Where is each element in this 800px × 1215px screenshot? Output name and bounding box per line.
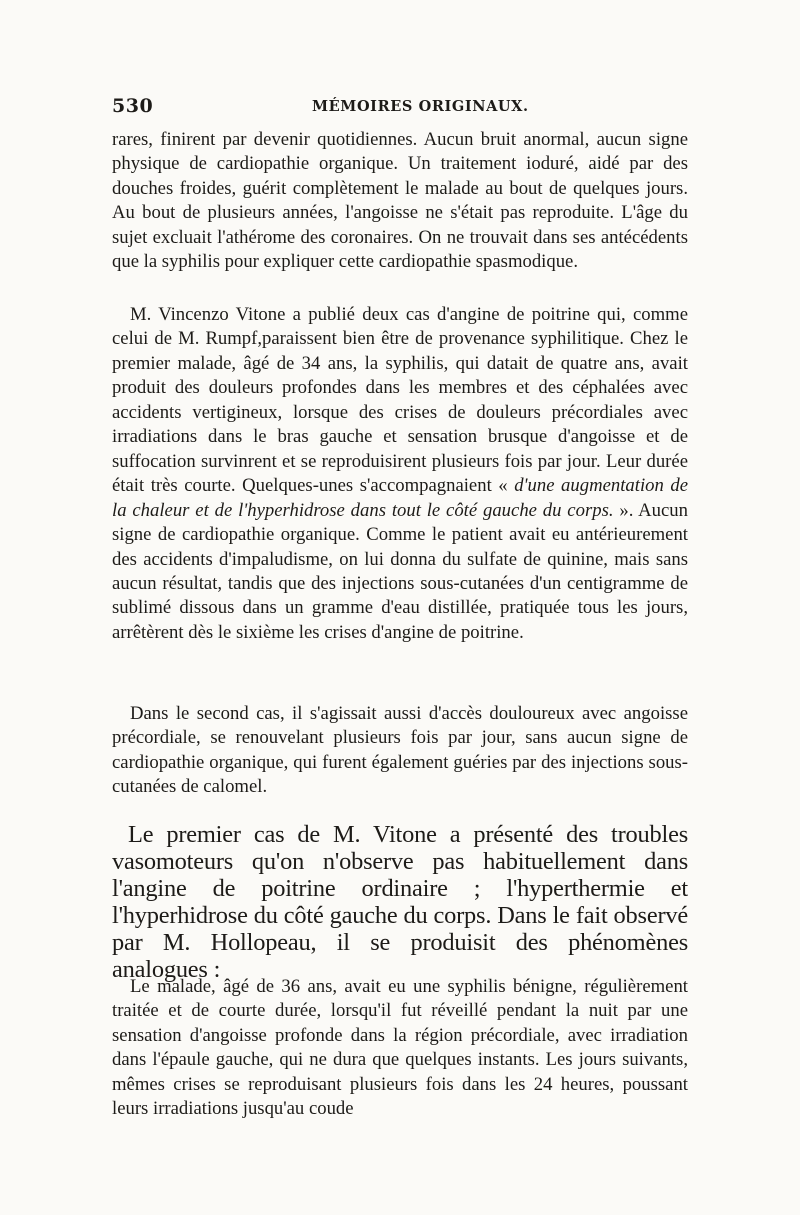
paragraph-1: rares, finirent par devenir quotidiennes. Aucun bruit anormal, aucun signe physique de cardiopathie organique. Un traitement ioduré, aidé par des douches froides, guérit complètement le malade au bout de quelques jours. Au bout de plusieurs années, l'angoisse ne s'était pas reproduite. L'âge du sujet excluait l'athérome des coronaires. On ne trouvait dans ses antécédents que la syphilis pour expliquer cette cardiopathie spasmodique. [112, 129, 688, 273]
paragraph-2 [112, 303, 688, 645]
paragraph-4: Le premier cas de M. Vitone a présenté des troubles vasomoteurs qu'on n'observe pas habituellement dans l'angine de poitrine ordinaire ; l'hyperthermie et l'hyperhidrose du côté gauche du corps. Dans le fait observé par M. Hollopeau, il se produisit des phénomènes analogues : [112, 821, 688, 983]
paragraph-2-quote: d'une augmentation de la chaleur et de l'hyperhidrose dans tout le côté gauche du corps. [112, 475, 688, 521]
running-title: MÉMOIRES ORIGINAUX. [312, 98, 529, 115]
paragraph-2-text-b: ». Aucun signe de cardiopathie organique. Comme le patient avait eu antérieurement des accidents d'impaludisme, on lui donna du sulfate de quinine, mais sans aucun résultat, tandis que des injections sous-cutanées d'un centigramme de sublimé dissous dans un gramme d'eau distillée, pratiquée tous les jours, arrêtèrent dès le sixième les crises d'angine de poitrine. [112, 499, 688, 643]
page-number: 530 [112, 95, 154, 117]
paragraph-2-text-a: M. Vincenzo Vitone a publié deux cas d'angine de poitrine qui, comme celui de M. Rumpf,paraissent bien être de provenance syphilitique. Chez le premier malade, âgé de 34 ans, la syphilis, qui datait de quatre ans, avait produit des douleurs profondes dans les membres et des céphalées avec accidents vertigineux, lorsque des crises de douleurs précordiales avec irradiations dans le bras gauche et sensation brusque d'angoisse et de suffocation survinrent et se reproduisirent plusieurs fois par jour. Leur durée était très courte. Quelques-unes s'accompagnaient « [112, 304, 688, 497]
paragraph-3: Dans le second cas, il s'agissait aussi d'accès douloureux avec angoisse précordiale, se renouvelant plusieurs fois par jour, sans aucun signe de cardiopathie organique, qui furent également guéries par des injections sous-cutanées de calomel. [112, 703, 688, 798]
page-header [112, 95, 688, 125]
paragraph-5: Le malade, âgé de 36 ans, avait eu une syphilis bénigne, régulièrement traitée et de courte durée, lorsqu'il fut réveillé pendant la nuit par une sensation d'angoisse profonde dans la région précordiale, avec irradiation dans l'épaule gauche, qui ne dura que quelques instants. Les jours suivants, mêmes crises se reproduisant plusieurs fois dans les 24 heures, poussant leurs irradiations jusqu'au coude [112, 976, 688, 1120]
